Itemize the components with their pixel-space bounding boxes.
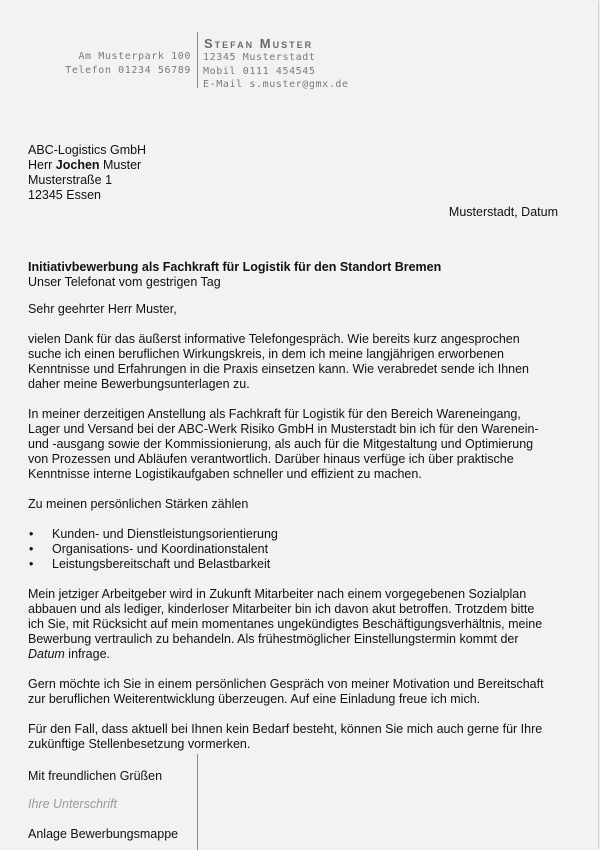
list-item: • Kunden- und Dienstleistungsorientierung — [28, 527, 558, 542]
footer-divider-line — [197, 754, 198, 850]
paragraph-2-line: Lager und Versand bei der ABC-Werk Risiko GmbH in Musterstadt bin ich für den Warenein- — [28, 422, 539, 436]
paragraph-1 — [28, 332, 558, 392]
paragraph-1-line: suche ich einen beruflichen Wirkungskreis, in dem ich meine langjährigen erworbenen — [28, 347, 504, 361]
signature-placeholder: Ihre Unterschrift — [28, 797, 117, 811]
recipient-last-name: Muster — [99, 158, 142, 172]
paragraph-3-tail: infrage. — [64, 647, 110, 661]
list-item: • Organisations- und Koordinationstalent — [28, 542, 558, 557]
closing-phrase: Mit freundlichen Grüßen — [28, 769, 163, 783]
recipient-company: ABC-Logistics GmbH — [28, 143, 147, 157]
sender-mobile: Mobil 0111 454545 — [203, 65, 316, 77]
paragraph-5-line: Für den Fall, dass aktuell bei Ihnen kein Bedarf besteht, können Sie mich auch gerne für Ihre — [28, 722, 543, 736]
paragraph-2-line: von Prozessen und Abläufen verantwortlich. Darüber hinaus verfüge ich über praktische — [28, 452, 514, 466]
recipient-street: Musterstraße 1 — [28, 173, 113, 187]
letter-body — [28, 302, 558, 752]
paragraph-2-line: und -ausgang sowie der Kommissionierung, als auch für die Mitgestaltung und Optimierung — [28, 437, 534, 451]
paragraph-5 — [28, 722, 558, 752]
paragraph-3-line — [28, 647, 558, 662]
greeting: Sehr geehrter Herr Muster, — [28, 302, 177, 316]
paragraph-3 — [28, 587, 558, 662]
recipient-address — [28, 143, 146, 203]
paragraph-3-line: Bewerbung vertraulich zu behandeln. Als frühestmöglicher Einstellungstermin kommt der — [28, 632, 519, 646]
paragraph-5-line: zukünftige Stellenbesetzung vormerken. — [28, 737, 251, 751]
sender-city: 12345 Musterstadt — [203, 52, 316, 63]
sender-email: E-Mail s.muster@gmx.de — [203, 79, 349, 90]
sender-address-left — [65, 50, 191, 77]
recipient-city: 12345 Essen — [28, 188, 101, 202]
paragraph-1-line: Kenntnisse und Erfahrungen in die Praxis einsetzen kann. Wie verabredet sende ich Ihnen — [28, 362, 530, 376]
strengths-list — [28, 527, 558, 572]
header-divider-line — [197, 32, 198, 88]
subject-title: Initiativbewerbung als Fachkraft für Logistik für den Standort Bremen — [28, 260, 442, 274]
sender-name: Stefan Muster — [204, 36, 314, 51]
attachment-note: Anlage Bewerbungsmappe — [28, 827, 179, 841]
paragraph-2-line: Kenntnisse interne Logistikaufgaben schneller und effizient zu machen. — [28, 467, 422, 481]
subject-block — [28, 260, 441, 290]
sender-address-right — [203, 51, 349, 92]
paragraph-2-line: In meiner derzeitigen Anstellung als Fachkraft für Logistik für den Bereich Wareneingang, — [28, 407, 521, 421]
paragraph-3-line: Mein jetziger Arbeitgeber wird in Zukunft Mitarbeiter nach einem vorgegebenen Sozialplan — [28, 587, 527, 601]
paragraph-2 — [28, 407, 558, 482]
recipient-first-name: Jochen — [55, 158, 100, 172]
place-date: Musterstadt, Datum — [448, 205, 558, 219]
paragraph-3-line: abbauen und als lediger, kinderloser Mitarbeiter bin ich davon akut betroffen. Trotzdem bitte — [28, 602, 535, 616]
paragraph-4-line: Gern möchte ich Sie in einem persönlichen Gespräch von meiner Motivation und Bereitschaft — [28, 677, 544, 691]
subject-reference: Unser Telefonat vom gestrigen Tag — [28, 275, 221, 289]
paragraph-1-line: vielen Dank für das äußerst informative Telefongespräch. Wie bereits kurz angesprochen — [28, 332, 520, 346]
recipient-contact — [28, 158, 146, 173]
start-date-placeholder: Datum — [28, 647, 65, 661]
paragraph-3-line: ich Sie, mit Rücksicht auf mein momentanes ungekündigtes Beschäftigungsverhältnis, meine — [28, 617, 543, 631]
paragraph-1-line: daher meine Bewerbungsunterlagen zu. — [28, 377, 250, 391]
paragraph-4 — [28, 677, 558, 707]
recipient-salutation: Herr — [28, 158, 56, 172]
list-item: • Leistungsbereitschaft und Belastbarkeit — [28, 557, 558, 572]
sender-street: Am Musterpark 100 — [78, 51, 191, 62]
sender-phone: Telefon 01234 56789 — [65, 64, 191, 76]
strengths-intro: Zu meinen persönlichen Stärken zählen — [28, 497, 249, 511]
paragraph-4-line: zur beruflichen Weiterentwicklung überzeugen. Auf eine Einladung freue ich mich. — [28, 692, 481, 706]
